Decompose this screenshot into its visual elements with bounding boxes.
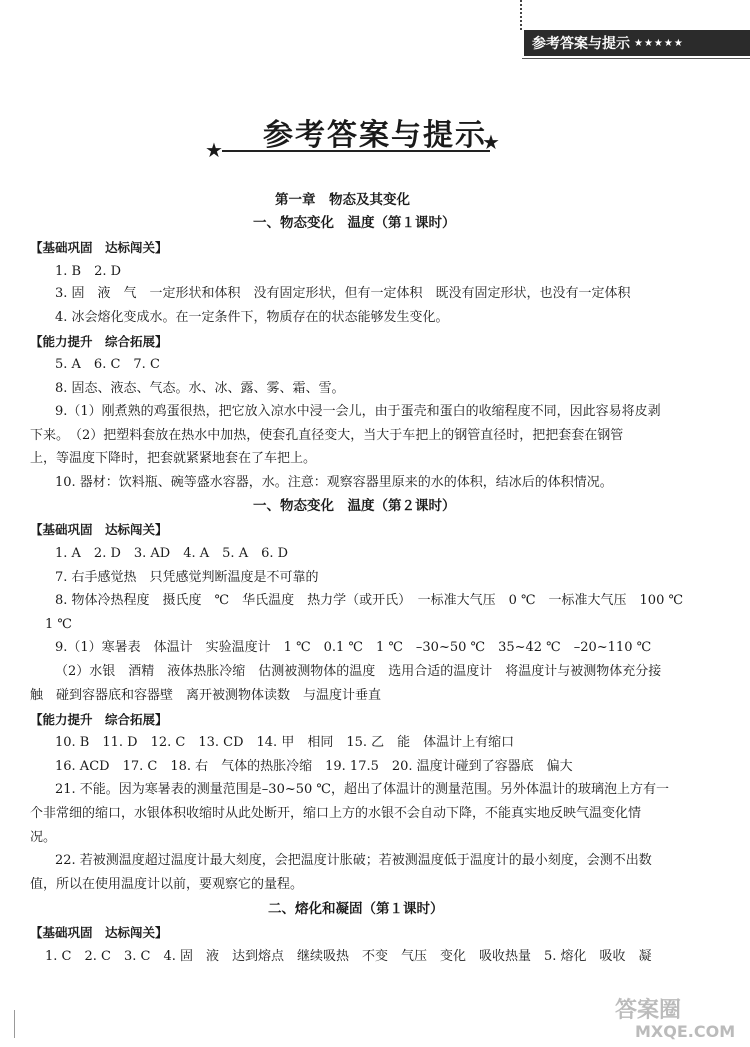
header-stars-icon: ★★★★★: [634, 37, 684, 49]
answer-line: 16. ACD 17. C 18. 右 气体的热胀冷缩 19. 17.5 20. 温度计碰到了容器底 偏大: [55, 759, 573, 774]
star-icon-right: ★: [482, 130, 500, 154]
answer-line: 下来。 （2）把塑料套放在热水中加热，使套孔直径变大，当大于车把上的钢管直径时，把把套套在钢管: [30, 428, 624, 443]
answer-line: 21. 不能。因为寒暑表的测量范围是–30~50 ℃，超出了体温计的测量范围。另外体温计的玻璃泡上方有一: [55, 782, 669, 797]
answer-line: 况。: [30, 830, 57, 845]
answer-line: 上，等温度下降时，把套就紧紧地套在了车把上。: [30, 451, 317, 466]
answer-line: 1. A 2. D 3. AD 4. A 5. A 6. D: [55, 546, 289, 561]
header-tab: [524, 30, 750, 56]
answer-line: 22. 若被测温度超过温度计最大刻度，会把温度计胀破；若被测温度低于温度计的最小刻度，会测不出数: [55, 853, 652, 868]
answer-line: 8. 物体冷热程度 摄氏度 ℃ 华氏温度 热力学（或开氏） 一标准大气压 0 ℃ 一标准大气压 100 ℃: [55, 593, 684, 608]
subsection-tag: 【基础巩固 达标闯关】: [30, 240, 168, 255]
answer-line: 3. 固 液 气 一定形状和体积 没有固定形状，但有一定体积 既没有固定形状，也没有一定体积: [55, 286, 631, 301]
section-heading: 二、熔化和凝固（第１课时）: [268, 901, 444, 917]
watermark-url: MXQE.COM: [635, 1022, 736, 1041]
subsection-tag: 【基础巩固 达标闯关】: [30, 522, 168, 537]
answer-line: 10. B 11. D 12. C 13. CD 14. 甲 相同 15. 乙 能 体温计上有缩口: [55, 735, 515, 750]
answer-line: 8. 固态、液态、气态。水、冰、露、雾、霜、雪。: [55, 381, 345, 396]
answer-line: 9.（1）寒暑表 体温计 实验温度计 1 ℃ 0.1 ℃ 1 ℃ –30~50 ℃ 35~42 ℃ –20~110 ℃: [55, 640, 652, 655]
answer-line: 10. 器材：饮料瓶、碗等盛水容器，水。注意：观察容器里原来的水的体积，结冰后的体积情况。: [55, 475, 613, 490]
chapter-heading: 第一章 物态及其变化: [275, 192, 410, 208]
answer-line: 7. 右手感觉热 只凭感觉判断温度是不可靠的: [55, 570, 319, 585]
header-tab-title: 参考答案与提示: [532, 36, 630, 52]
binding-margin-line: [14, 1010, 15, 1038]
title-underline: [222, 150, 490, 152]
subsection-tag: 【基础巩固 达标闯关】: [30, 925, 168, 940]
answer-line: 值，所以在使用温度计以前，要观察它的量程。: [30, 877, 304, 892]
answer-line: 触 碰到容器底和容器壁 离开被测物体读数 与温度计垂直: [30, 688, 382, 703]
section-heading: 一、物态变化 温度（第２课时）: [253, 498, 456, 514]
star-icon-left: ★: [205, 138, 223, 162]
answer-line: 4. 冰会熔化变成水。在一定条件下，物质存在的状态能够发生变化。: [55, 310, 449, 325]
header-rule: [522, 58, 750, 59]
page-title: 参考答案与提示: [263, 118, 487, 153]
answer-line: 1. C 2. C 3. C 4. 固 液 达到熔点 继续吸热 不变 气压 变化 吸收热量 5. 熔化 吸收 凝: [45, 949, 652, 964]
answer-line: 9.（1）刚煮熟的鸡蛋很热，把它放入凉水中浸一会儿，由于蛋壳和蛋白的收缩程度不同，因此容易将皮剥: [55, 404, 661, 419]
section-heading: 一、物态变化 温度（第１课时）: [253, 215, 456, 231]
answer-line: 1. B 2. D: [55, 264, 122, 279]
subsection-tag: 【能力提升 综合拓展】: [30, 712, 168, 727]
answer-line: 个非常细的缩口，水银体积收缩时从此处断开，缩口上方的水银不会自动下降，不能真实地反映气温变化情: [30, 806, 642, 821]
watermark-logo: 答案圈: [615, 998, 682, 1023]
answer-line: 5. A 6. C 7. C: [55, 357, 160, 372]
subsection-tag: 【能力提升 综合拓展】: [30, 334, 168, 349]
answer-line: 1 ℃: [45, 617, 72, 632]
answer-line: （2）水银 酒精 液体热胀冷缩 估测被测物体的温度 选用合适的温度计 将温度计与被测物体充分接: [55, 664, 662, 679]
header-dotted-rule: [520, 0, 524, 30]
